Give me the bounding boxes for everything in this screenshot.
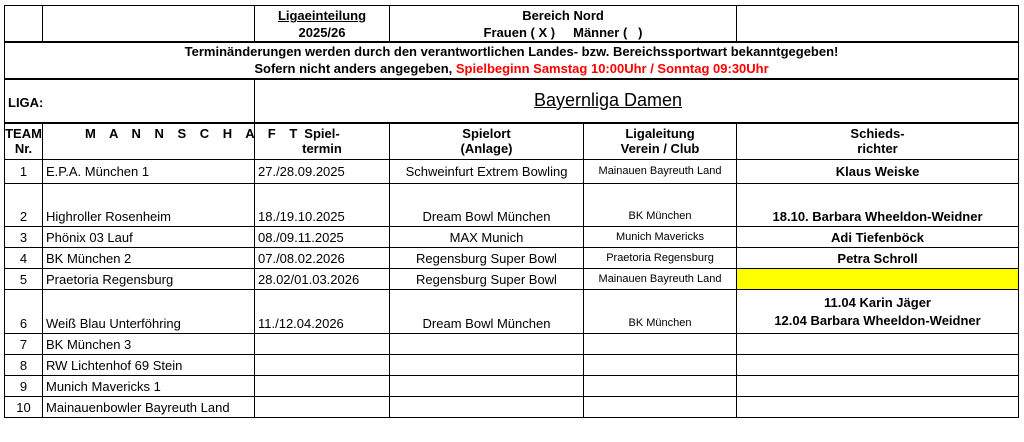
- notice-start-times: Spielbeginn Samstag 10:00Uhr / Sonntag 09:30Uhr: [455, 61, 769, 76]
- row-venue: [390, 376, 584, 397]
- row-venue: Dream Bowl München: [390, 290, 584, 334]
- row-referee: Petra Schroll: [737, 248, 1019, 269]
- row-referee: Klaus Weiske: [737, 160, 1019, 184]
- table-row: [5, 290, 1019, 334]
- row-team: Praetoria Regensburg: [43, 269, 255, 290]
- row-date: [255, 376, 390, 397]
- col-header-team-2: Nr.: [14, 141, 33, 157]
- header-empty-left: [5, 6, 43, 42]
- row-venue: Regensburg Super Bowl: [390, 269, 584, 290]
- row-league: BK München: [584, 184, 737, 227]
- row-team: Weiß Blau Unterföhring: [43, 290, 255, 334]
- row-league: [584, 334, 737, 355]
- row-date: 27./28.09.2025: [255, 160, 390, 184]
- row-date: 08./09.11.2025: [255, 227, 390, 248]
- notice-line-2-prefix: Sofern nicht anders angegeben,: [254, 61, 456, 76]
- row-nr: 10: [5, 397, 43, 418]
- row-team: Munich Mavericks 1: [43, 376, 255, 397]
- header-gender: Frauen ( X ) Männer ( ): [390, 24, 737, 42]
- col-header-schiedsrichter: [737, 123, 1019, 160]
- notice-line-1: Terminänderungen werden durch den verantwortlichen Landes- bzw. Bereichssportwart bekanntgegeben!: [5, 42, 1019, 60]
- col-header-spieltermin-1: Spiel-: [304, 126, 340, 142]
- col-header-ligaleitung-2: Verein / Club: [620, 141, 700, 157]
- col-header-ligaleitung-1: Ligaleitung: [625, 126, 695, 142]
- row-referee-line-2: 12.04 Barbara Wheeldon-Weidner: [774, 312, 981, 328]
- col-header-mannschaft: M A N N S C H A F T: [43, 123, 255, 160]
- liga-label: LIGA:: [8, 95, 44, 110]
- row-team: Phönix 03 Lauf: [43, 227, 255, 248]
- col-header-team-1: TEAM: [5, 126, 42, 142]
- row-league: [584, 397, 737, 418]
- table-row: [5, 397, 1019, 418]
- row-referee: [737, 355, 1019, 376]
- header-empty-right: [737, 6, 1019, 42]
- header-season: 2025/26: [255, 24, 390, 42]
- row-nr: 5: [5, 269, 43, 290]
- table-row: [5, 355, 1019, 376]
- row-venue: [390, 397, 584, 418]
- row-nr: 2: [5, 184, 43, 227]
- row-nr: 1: [5, 160, 43, 184]
- table-row: [5, 184, 1019, 227]
- row-nr: 3: [5, 227, 43, 248]
- row-nr: 4: [5, 248, 43, 269]
- row-venue: MAX Munich: [390, 227, 584, 248]
- league-table: [4, 5, 1019, 418]
- row-league: [584, 376, 737, 397]
- table-row: [5, 227, 1019, 248]
- row-date: [255, 355, 390, 376]
- table-row: [5, 269, 1019, 290]
- row-referee: [737, 376, 1019, 397]
- row-venue: [390, 334, 584, 355]
- col-header-ligaleitung: [584, 123, 737, 160]
- row-referee-empty-highlight: [737, 269, 1019, 290]
- row-team: BK München 2: [43, 248, 255, 269]
- col-header-spieltermin-2: termin: [302, 141, 342, 157]
- row-referee: [737, 334, 1019, 355]
- row-league: Munich Mavericks: [584, 227, 737, 248]
- row-venue: [390, 355, 584, 376]
- header-empty-left-2: [43, 6, 255, 42]
- table-row: [5, 376, 1019, 397]
- col-header-schiedsrichter-1: Schieds-: [850, 126, 905, 142]
- row-team: E.P.A. München 1: [43, 160, 255, 184]
- row-date: 18./19.10.2025: [255, 184, 390, 227]
- col-header-team: [5, 123, 43, 160]
- row-team: Highroller Rosenheim: [43, 184, 255, 227]
- row-league: BK München: [584, 290, 737, 334]
- notice-line-2: [5, 60, 1019, 79]
- row-date: 11./12.04.2026: [255, 290, 390, 334]
- table-row: [5, 248, 1019, 269]
- row-venue: Dream Bowl München: [390, 184, 584, 227]
- row-referee: 18.10. Barbara Wheeldon-Weidner: [737, 184, 1019, 227]
- table-row: [5, 334, 1019, 355]
- row-venue: Regensburg Super Bowl: [390, 248, 584, 269]
- header-title: Ligaeinteilung: [255, 6, 390, 24]
- row-referee: [737, 290, 1019, 334]
- table-row: [5, 160, 1019, 184]
- row-date: [255, 334, 390, 355]
- col-header-schiedsrichter-2: richter: [857, 141, 898, 157]
- col-header-spielort-1: Spielort: [462, 126, 511, 142]
- row-team: BK München 3: [43, 334, 255, 355]
- row-date: [255, 397, 390, 418]
- header-region: Bereich Nord: [390, 6, 737, 24]
- col-header-spielort: [390, 123, 584, 160]
- row-date: 28.02/01.03.2026: [255, 269, 390, 290]
- row-team: RW Lichtenhof 69 Stein: [43, 355, 255, 376]
- row-referee: [737, 397, 1019, 418]
- row-team: Mainauenbowler Bayreuth Land: [43, 397, 255, 418]
- row-league: Praetoria Regensburg: [584, 248, 737, 269]
- row-referee: Adi Tiefenböck: [737, 227, 1019, 248]
- col-header-spielort-2: (Anlage): [460, 141, 513, 157]
- row-venue: Schweinfurt Extrem Bowling: [390, 160, 584, 184]
- row-nr: 9: [5, 376, 43, 397]
- row-nr: 7: [5, 334, 43, 355]
- row-nr: 6: [5, 290, 43, 334]
- row-league: [584, 355, 737, 376]
- liga-label-cell: [5, 79, 255, 123]
- liga-name: Bayernliga Damen: [255, 79, 1019, 123]
- row-referee-line-1: 11.04 Karin Jäger: [824, 294, 931, 310]
- row-league: Mainauen Bayreuth Land: [584, 269, 737, 290]
- row-date: 07./08.02.2026: [255, 248, 390, 269]
- row-league: Mainauen Bayreuth Land: [584, 160, 737, 184]
- row-nr: 8: [5, 355, 43, 376]
